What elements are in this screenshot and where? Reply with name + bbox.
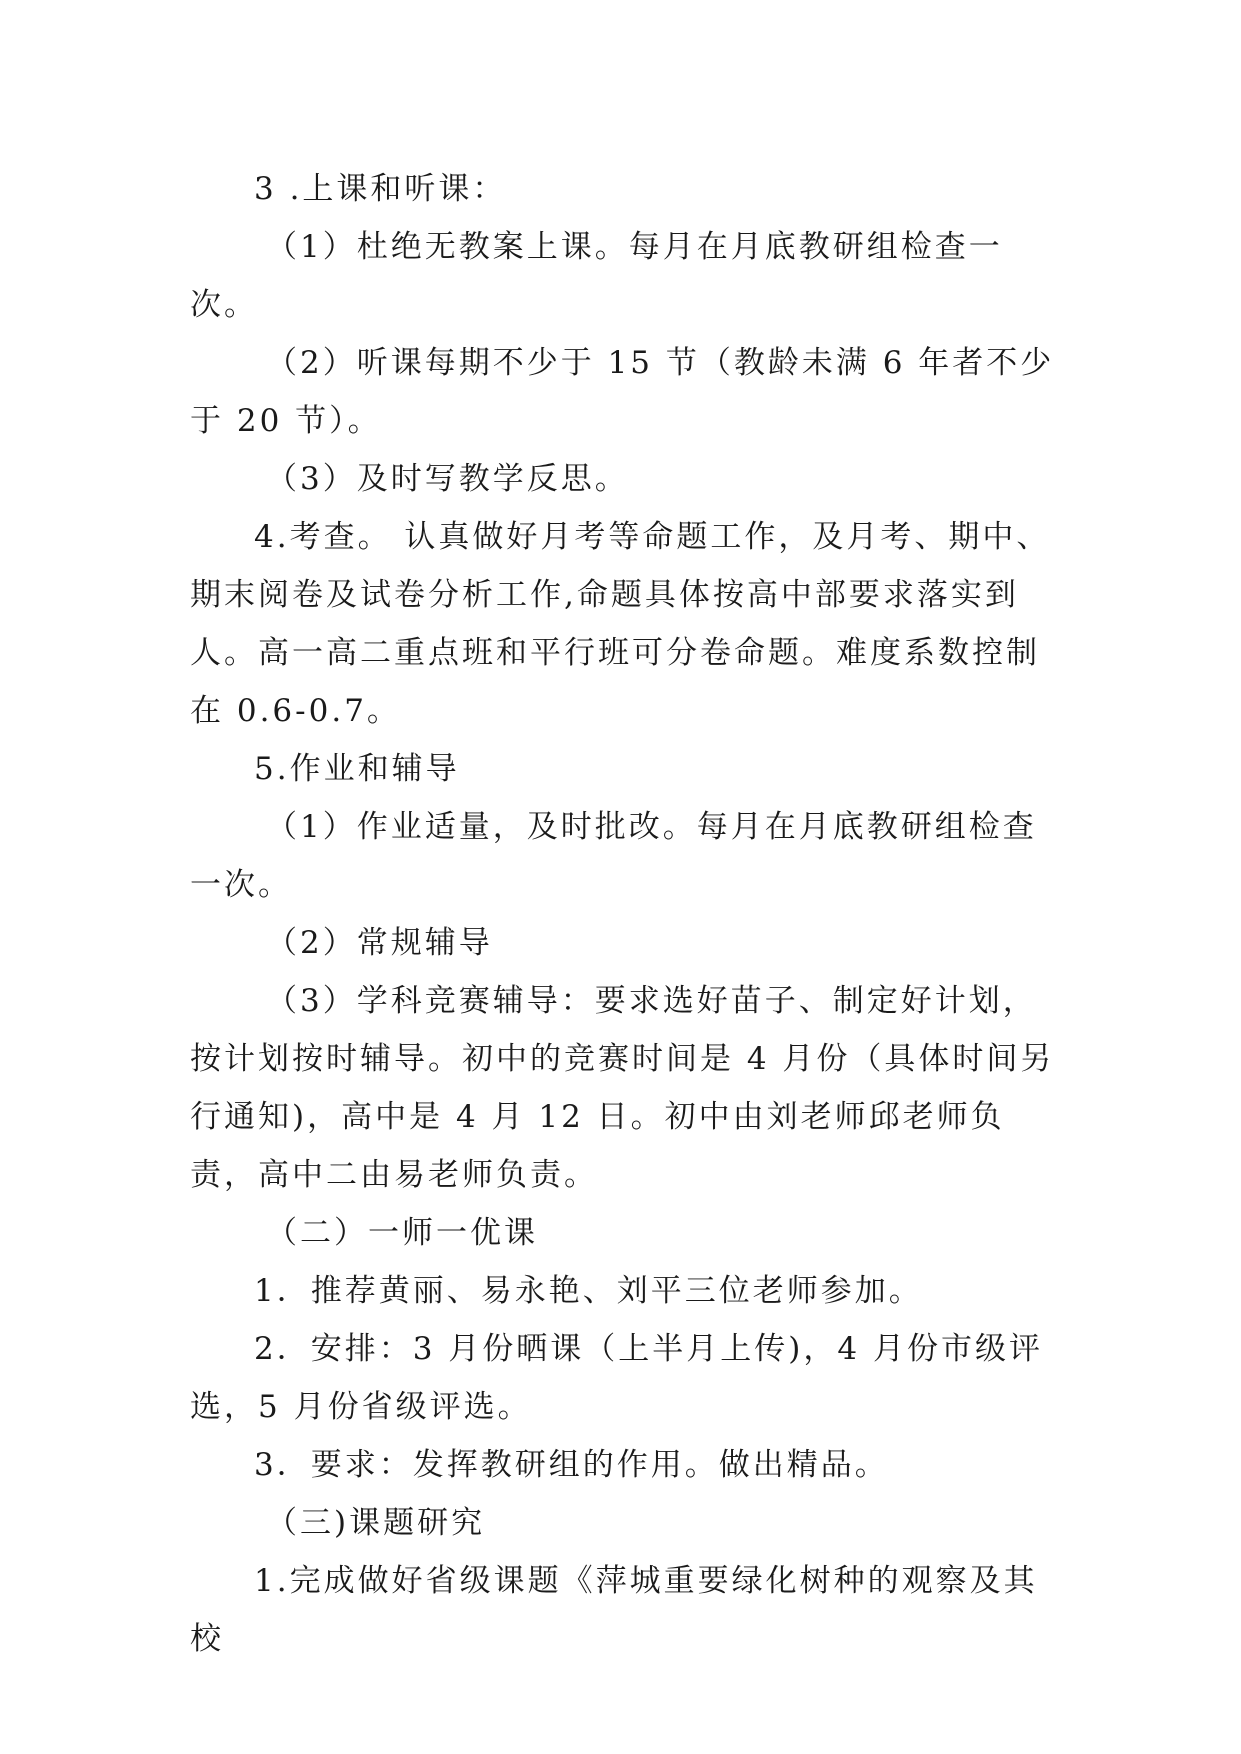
list-item-regular-tutoring: （2）常规辅导 (266, 925, 493, 961)
list-item-lesson-plan: （1）杜绝无教案上课。每月在月底教研组检查一次。 (190, 229, 1003, 323)
section-heading-research-project: （三)课题研究 (266, 1505, 486, 1541)
list-item-class-observation: （2）听课每期不少于 15 节（教龄未满 6 年者不少于 20 节）。 (190, 345, 1055, 439)
section-heading-homework: 5.作业和辅导 (254, 751, 460, 787)
list-item-provincial-project: 1.完成做好省级课题《萍城重要绿化树种的观察及其校 (190, 1563, 1038, 1657)
list-item-schedule: 2．安排：3 月份晒课（上半月上传)，4 月份市级评选，5 月份省级评选。 (190, 1331, 1043, 1425)
list-item-homework-amount: （1）作业适量，及时批改。每月在月底教研组检查一次。 (190, 809, 1037, 903)
document-body (190, 160, 1060, 1668)
list-item-requirements: 3．要求：发挥教研组的作用。做出精品。 (254, 1447, 889, 1483)
paragraph-exams: 4.考查。 认真做好月考等命题工作，及月考、期中、期末阅卷及试卷分析工作,命题具体按高中部要求落实到人。高一高二重点班和平行班可分卷命题。难度系数控制在 0.6-0.7。 (190, 519, 1051, 729)
list-item-reflection: （3）及时写教学反思。 (266, 461, 629, 497)
section-heading-class-and-observation: 3 .上课和听课： (254, 171, 507, 207)
list-item-competition-tutoring: （3）学科竞赛辅导：要求选好苗子、制定好计划，按计划按时辅导。初中的竞赛时间是 4 月份（具体时间另行通知)，高中是 4 月 12 日。初中由刘老师邱老师负责，高中二由易老师负责。 (190, 983, 1055, 1193)
list-item-recommend-teachers: 1．推荐黄丽、易永艳、刘平三位老师参加。 (254, 1273, 923, 1309)
section-heading-one-teacher-one-lesson: （二）一师一优课 (266, 1215, 538, 1251)
